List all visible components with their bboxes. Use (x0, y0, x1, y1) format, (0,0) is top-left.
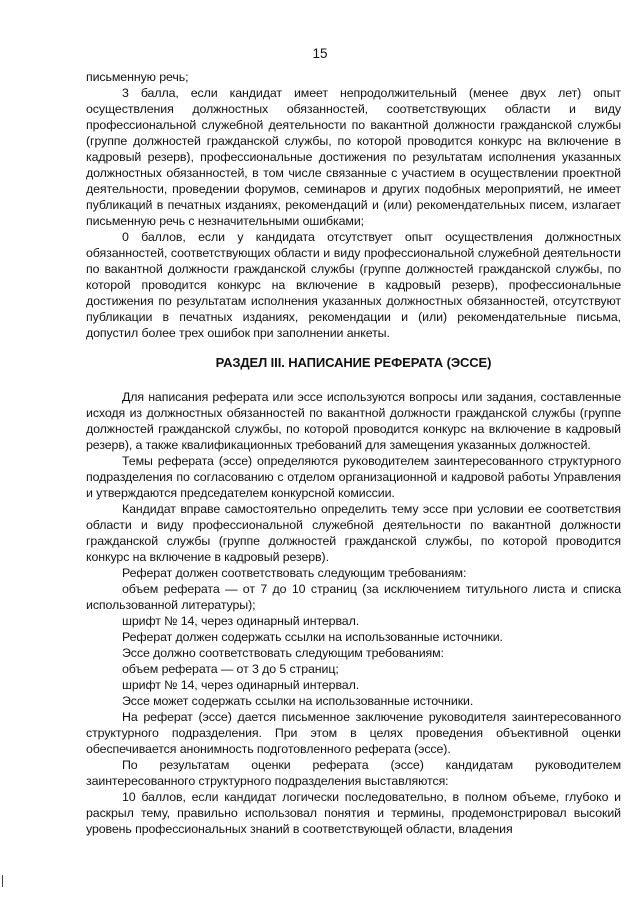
paragraph: объем реферата — от 7 до 10 страниц (за исключением титульного листа и списка использованной литературы); (86, 582, 621, 612)
paragraph: Темы реферата (эссе) определяются руководителем заинтересованного структурного подразделения по согласованию с отделом организационной и кадровой работы Управления и утверждаются председателем конкурсной комиссии. (86, 454, 621, 500)
paragraph: 0 баллов, если у кандидата отсутствует опыт осуществления должностных обязанностей, соответствующих области и виду профессиональной служебной деятельности по вакантной должности гражданской службы (группе должностей гражданской службы, по которой проводится конкурс на включение в кадровый резерв), профессиональные достижения по результатам исполнения указанных должностных обязанностей, отсутствуют публикации в печатных изданиях, рекомендации и (или) рекомендательные письма, допустил более трех ошибок при заполнении анкеты. (86, 230, 621, 340)
document-body (86, 69, 621, 837)
paragraph: Для написания реферата или эссе используются вопросы или задания, составленные исходя из должностных обязанностей по вакантной должности гражданской службы (группе должностей гражданской службы, по которой проводится конкурс на включение в кадровый резерв), а также квалификационных требований для замещения указанных должностей. (86, 390, 621, 452)
paragraph: 10 баллов, если кандидат логически последовательно, в полном объеме, глубоко и раскрыл тему, правильно использовал понятия и термины, продемонстрировал высокий уровень профессиональных знаний в соответствующей области, владения (86, 790, 621, 836)
paragraph: 3 балла, если кандидат имеет непродолжительный (менее двух лет) опыт осуществления должностных обязанностей, соответствующих области и виду профессиональной служебной деятельности по вакантной должности гражданской службы (группе должностей гражданской службы, по которой проводится конкурс на включение в кадровый резерв), профессиональные достижения по результатам исполнения указанных должностных обязанностей, в том числе связанные с участием в осуществлении проектной деятельности, проведении форумов, семинаров и других подобных мероприятий, не имеет публикаций в печатных изданиях, рекомендаций и (или) рекомендательных писем, излагает письменную речь с незначительными ошибками; (86, 86, 621, 228)
paragraph: Реферат должен содержать ссылки на использованные источники. (122, 630, 503, 644)
paragraphs-after-section (86, 389, 621, 837)
paragraph: письменную речь; (86, 70, 189, 84)
paragraph: Реферат должен соответствовать следующим требованиям: (122, 566, 467, 580)
paragraph: шрифт № 14, через одинарный интервал. (122, 678, 360, 692)
paragraph: объем реферата — от 3 до 5 страниц; (122, 662, 339, 676)
paragraph: Эссе должно соответствовать следующим требованиям: (122, 646, 444, 660)
paragraphs-before-section (86, 69, 621, 341)
paragraph: По результатам оценки реферата (эссе) кандидатам руководителем заинтересованного структурного подразделения выставляются: (86, 758, 621, 788)
paragraph: Эссе может содержать ссылки на использованные источники. (122, 694, 474, 708)
paragraph: На реферат (эссе) дается письменное заключение руководителя заинтересованного структурного подразделения. При этом в целях проведения объективной оценки обеспечивается анонимность подготовленного реферата (эссе). (86, 710, 621, 756)
paragraph: шрифт № 14, через одинарный интервал. (122, 614, 360, 628)
scan-edge-mark (2, 875, 3, 887)
page-number: 15 (312, 46, 328, 61)
paragraph: Кандидат вправе самостоятельно определить тему эссе при условии ее соответствия области и виду профессиональной служебной деятельности по вакантной должности гражданской службы (группе должностей гражданской службы, по которой проводится конкурс на включение в кадровый резерв). (86, 502, 621, 564)
section-heading: РАЗДЕЛ III. НАПИСАНИЕ РЕФЕРАТА (ЭССЕ) (215, 355, 492, 370)
